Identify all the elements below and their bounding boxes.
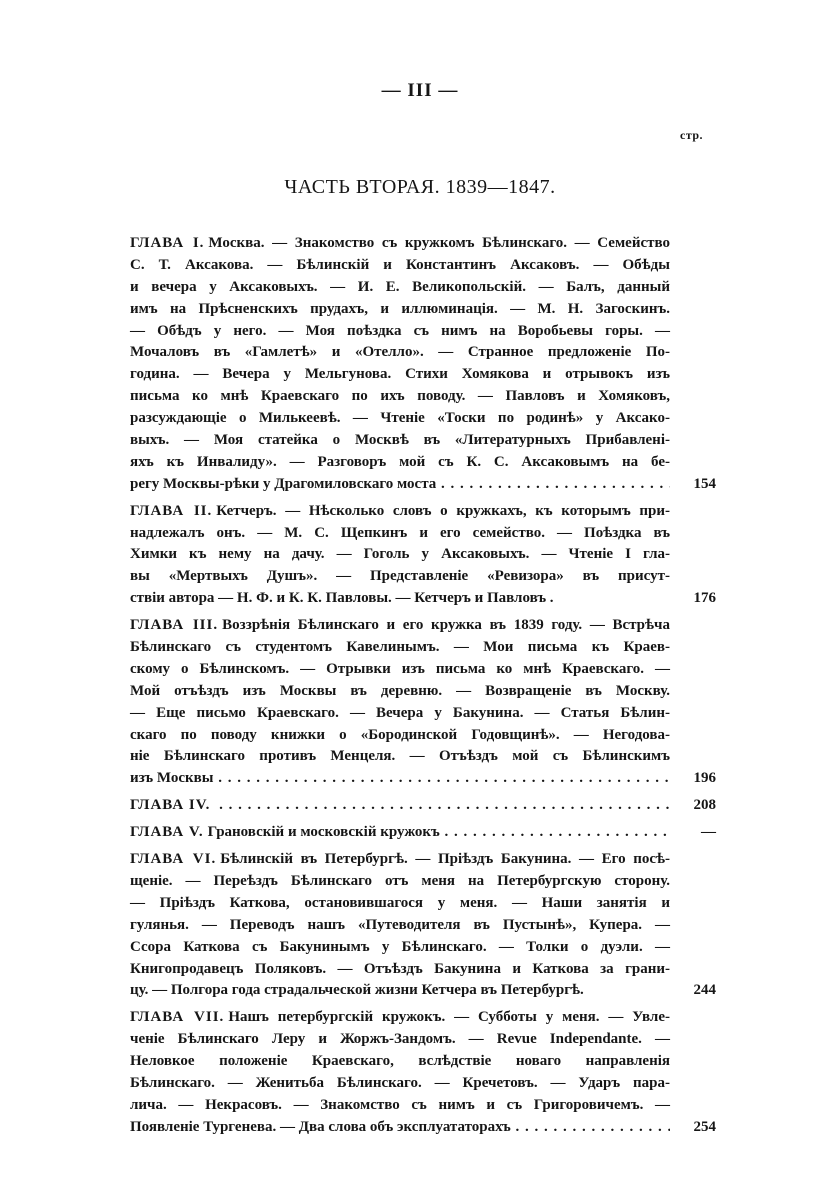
- toc-entry-line: [130, 544, 670, 566]
- toc-entry-first-line: [130, 501, 670, 523]
- toc-entry-line: [130, 277, 670, 299]
- toc-entry-page: 244: [693, 982, 716, 999]
- toc-entry-text: Бѣлинскій въ Петербургѣ. — Пріѣздъ Бакунина. — Его посѣ-: [220, 851, 670, 868]
- toc-entry-page: 176: [693, 590, 716, 607]
- toc-entry-text: разсуждающіе о Милькеевѣ. — Чтеніе «Тоски по родинѣ» у Аксако-: [130, 410, 670, 427]
- toc-entry-line: [130, 637, 670, 659]
- toc-entry-line: [130, 915, 670, 937]
- toc-entry-first-line: [130, 822, 670, 844]
- toc-entry: [0, 233, 840, 496]
- toc-entry: [0, 501, 840, 610]
- toc-entry: [0, 849, 840, 1002]
- toc-entry-page: —: [701, 824, 716, 841]
- toc-entry-text: гулянья. — Переводъ нашъ «Путеводителя въ Пустынѣ», Купера. —: [130, 916, 670, 933]
- toc-entry-text: цу. — Полгора года страдальческой жизни Кетчера въ Петербургѣ.: [130, 982, 584, 999]
- toc-entry-text: Воззрѣнія Бѣлинскаго и его кружка въ 1839 году. — Встрѣча: [222, 617, 670, 634]
- chapter-label: ГЛАВА III.: [130, 617, 219, 634]
- toc-entry-line: [130, 1029, 670, 1051]
- toc-entry-text: С. Т. Аксакова. — Бѣлинскій и Константинъ Аксаковъ. — Обѣды: [130, 256, 670, 273]
- toc-entry-page: 254: [693, 1118, 716, 1135]
- toc-entry-line: [130, 588, 670, 610]
- toc-entry-line: [130, 1117, 670, 1139]
- toc-entry-line: [130, 452, 670, 474]
- toc-entry-line: [130, 386, 670, 408]
- toc-entry-text: щеніе. — Переѣздъ Бѣлинскаго отъ меня на Петербургскую сторону.: [130, 872, 670, 889]
- toc-entry-text: Грановскій и московскій кружокъ: [207, 824, 440, 841]
- toc-entry-text: Кетчеръ. — Нѣсколько словъ о кружкахъ, къ которымъ при-: [216, 502, 671, 519]
- toc-entry-text: вы «Мертвыхъ Душъ». — Представленіе «Ревизора» въ присут-: [130, 568, 670, 585]
- toc-entry-text: Книгопродавецъ Поляковъ. — Отъѣздъ Бакунина и Каткова за грани-: [130, 960, 670, 977]
- toc-entry-line: [130, 255, 670, 277]
- chapter-label: ГЛАВА V.: [130, 824, 204, 841]
- toc-entry-text: Бѣлинскаго съ студентомъ Кавелинымъ. — Мои письма къ Краев-: [130, 639, 670, 656]
- toc-entry-line: [130, 893, 670, 915]
- toc-entry-text: регу Москвы-рѣки у Драгомиловскаго моста: [130, 475, 437, 492]
- toc-entry-text: изъ Москвы: [130, 770, 214, 787]
- chapter-label: ГЛАВА II.: [130, 502, 213, 519]
- toc-entry-line: [130, 681, 670, 703]
- toc-entry: [0, 1007, 840, 1138]
- toc-entry-line: [130, 980, 670, 1002]
- toc-entry-line: [130, 364, 670, 386]
- toc-entry: [0, 795, 840, 817]
- toc-entry-text: скаго по поводу книжки о «Бородинской Годовщинѣ». — Негодова-: [130, 726, 670, 743]
- toc-entry-line: [130, 768, 670, 790]
- toc-entry-line: [130, 523, 670, 545]
- toc-entry: [0, 822, 840, 844]
- toc-entry-line: [130, 299, 670, 321]
- toc-entry-first-line: [130, 615, 670, 637]
- part-title: ЧАСТЬ ВТОРАЯ. 1839—1847.: [284, 176, 556, 198]
- toc-entry-text: выхъ. — Моя статейка о Москвѣ въ «Литературныхъ Прибавленi-: [130, 432, 670, 449]
- toc-entry-line: [130, 321, 670, 343]
- toc-entry-line: [130, 474, 670, 496]
- toc-entry-text: надлежалъ онъ. — М. С. Щепкинъ и его семейство. — Поѣздка въ: [130, 524, 670, 541]
- chapter-label: ГЛАВА VII.: [130, 1009, 225, 1026]
- toc-entry-line: [130, 342, 670, 364]
- page-number: — III —: [381, 80, 459, 101]
- toc-entry-text: ніе Бѣлинскаго противъ Менцеля. — Отъѣздъ мой съ Бѣлинскимъ: [130, 748, 670, 765]
- toc-entry-text: Москва. — Знакомство съ кружкомъ Бѣлинскаго. — Семейство: [208, 235, 670, 251]
- toc-entry-text: Мочаловъ въ «Гамлетѣ» и «Отелло». — Странное предложеніе По-: [130, 344, 670, 361]
- toc-entry-page: 196: [693, 770, 716, 787]
- toc-entry-text: ченіе Бѣлинскаго Леру и Жоржъ-Зандомъ. — Revue Independante. —: [130, 1031, 670, 1048]
- toc-entry-text: имъ на Прѣсненскихъ прудахъ, и иллюминація. — М. Н. Загоскинъ.: [130, 300, 670, 317]
- toc-entry-first-line: [130, 233, 670, 255]
- toc-entry-text: лича. — Некрасовъ. — Знакомство съ нимъ и съ Григоровичемъ. —: [130, 1096, 670, 1113]
- toc-entry-line: [130, 959, 670, 981]
- toc-entry-text: Появленіе Тургенева. — Два слова объ эксплуататорахъ: [130, 1118, 511, 1135]
- toc-entry-line: [130, 566, 670, 588]
- toc-entry-first-line: [130, 1007, 670, 1029]
- toc-entry-text: ствіи автора — Н. Ф. и К. К. Павловы. — Кетчеръ и Павловъ .: [130, 590, 554, 607]
- toc-entry-line: [130, 1095, 670, 1117]
- toc-entry-line: [130, 746, 670, 768]
- toc-entry-text: — Обѣдъ у него. — Моя поѣздка съ нимъ на Воробьевы горы. —: [130, 322, 670, 339]
- chapter-label: ГЛАВА I.: [130, 235, 205, 251]
- toc-entry-first-line: [130, 795, 670, 817]
- toc-entry-line: [130, 871, 670, 893]
- toc-entry: [0, 615, 840, 790]
- chapter-label: ГЛАВА VI.: [130, 851, 217, 868]
- toc-entry-text: година. — Вечера у Мельгунова. Стихи Хомякова и отрывокъ изъ: [130, 366, 670, 383]
- toc-entry-text: — Пріѣздъ Каткова, остановившагося у меня. — Наши занятія и: [130, 894, 670, 911]
- toc-entry-line: [130, 725, 670, 747]
- toc-entry-line: [130, 937, 670, 959]
- toc-entry-line: [130, 703, 670, 725]
- toc-entry-text: и вечера у Аксаковыхъ. — И. Е. Великопольскій. — Балъ, данный: [130, 278, 670, 295]
- toc-entry-page: 208: [693, 797, 716, 814]
- toc-entry-text: письма ко мнѣ Краевскаго по ихъ поводу. — Павловъ и Хомяковъ,: [130, 388, 670, 405]
- toc-entry-text: Химки къ нему на дачу. — Гоголь у Аксаковыхъ. — Чтеніе I гла-: [130, 546, 670, 563]
- toc-entry-line: [130, 1073, 670, 1095]
- toc-entry-line: [130, 408, 670, 430]
- toc-entry-text: — Еще письмо Краевскаго. — Вечера у Бакунина. — Статья Бѣлин-: [130, 704, 670, 721]
- toc-entry-line: [130, 1051, 670, 1073]
- toc-entry-text: Бѣлинскаго. — Женитьба Бѣлинскаго. — Кречетовъ. — Ударъ пара-: [130, 1074, 670, 1091]
- toc-entry-page: 154: [693, 475, 716, 492]
- toc-entry-text: скому о Бѣлинскомъ. — Отрывки изъ письма ко мнѣ Краевскаго. —: [130, 660, 670, 677]
- pages-column-label: стр.: [680, 128, 704, 142]
- toc-entry-line: [130, 659, 670, 681]
- chapter-label: ГЛАВА IV.: [130, 797, 211, 814]
- toc-entry-text: Нашъ петербургскій кружокъ. — Субботы у меня. — Увле-: [228, 1009, 670, 1026]
- toc-entry-text: Ссора Каткова съ Бакунинымъ у Бѣлинскаго. — Толки о дуэли. —: [130, 938, 670, 955]
- toc-entry-text: яхъ къ Инвалиду». — Разговоръ мой съ К. С. Аксаковымъ на бе-: [130, 453, 670, 470]
- toc-entry-text: Неловкое положеніе Краевскаго, вслѣдствіе новаго направленія: [130, 1053, 670, 1070]
- toc-entry-text: Мой отъѣздъ изъ Москвы въ деревню. — Возвращеніе въ Москву.: [130, 682, 670, 699]
- toc-entry-first-line: [130, 849, 670, 871]
- table-of-contents: [0, 233, 840, 1144]
- toc-entry-line: [130, 430, 670, 452]
